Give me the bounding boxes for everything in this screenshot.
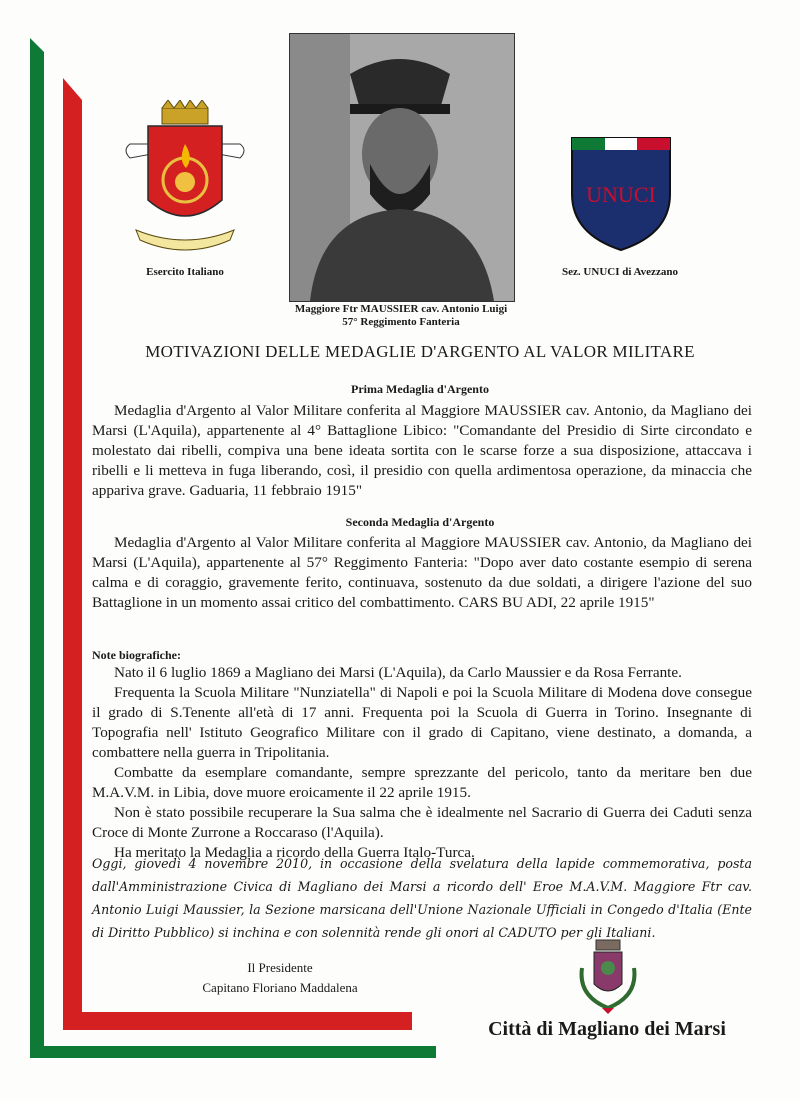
signature-role: Il Presidente xyxy=(247,960,313,975)
unuci-emblem xyxy=(568,134,674,254)
unuci-shield-icon xyxy=(568,134,674,254)
photo-caption-name: Maggiore Ftr MAUSSIER cav. Antonio Luigi xyxy=(294,303,508,315)
officer-portrait-icon xyxy=(290,34,514,301)
second-medal-text xyxy=(92,533,752,613)
second-medal-heading: Seconda Medaglia d'Argento xyxy=(345,515,495,529)
bio-paragraph-combat: Combatte da esemplare comandante, sempre sprezzante del pericolo, tanto da meritare ben due M.A.V.M. in Libia, dove muore eroicamente il 22 aprile 1915. xyxy=(92,764,752,801)
bio-paragraph-remains: Non è stato possibile recuperare la Sua salma che è idealmente nel Sacrario di Guerra dei Caduti senza Croce di Monte Zurrone a Roccaraso (l'Aquila). xyxy=(92,804,752,841)
portrait-photo xyxy=(289,33,515,302)
municipal-crest-icon xyxy=(572,938,644,1016)
signature-name: Capitano Floriano Maddalena xyxy=(202,980,358,995)
unuci-shield-text: UNUCI xyxy=(586,182,656,207)
photo-caption xyxy=(270,303,532,329)
bio-paragraph-education: Frequenta la Scuola Militare "Nunziatella" di Napoli e poi la Scuola Militare di Modena dove consegue il grado di S.Tenente all'età di 17 anni. Frequenta poi la Scuola di Guerra in Torino. Insegnante di Topografia nell' Istituto Geografico Militare con il grado di Capitano, viene destinato, a domanda, a combattere nella guerra in Tripolitania. xyxy=(92,684,752,761)
first-medal-text xyxy=(92,401,752,501)
esercito-caption: Esercito Italiano xyxy=(146,266,224,278)
bio-section xyxy=(92,647,752,863)
first-medal-paragraph: Medaglia d'Argento al Valor Militare conferita al Maggiore MAUSSIER cav. Antonio, da Magliano dei Marsi (L'Aquila), appartenente al 4° Battaglione Libico: "Comandante del Presidio di Sirte circondato e molestato dai ribelli, compiva una bene ideata sortita con le scarse forze a sua disposizione, attaccava i ribelli e li metteva in fuga liberando, così, il presidio con quella ardimentosa operazione, da minaccia che appariva grave. Gaduaria, 11 febbraio 1915" xyxy=(92,402,752,499)
army-crest-icon xyxy=(120,100,250,260)
bio-heading: Note biografiche: xyxy=(92,648,181,662)
city-name: Città di Magliano dei Marsi xyxy=(488,1018,726,1040)
dedication-text: Oggi, giovedì 4 novembre 2010, in occasione della svelatura della lapide commemorativa, posta dall'Amministrazione Civica di Magliano dei Marsi a ricordo dell' Eroe M.A.V.M. Maggiore Ftr cav. Antonio Luigi Maussier, la Sezione marsicana dell'Unione Nazionale Ufficiali in Congedo d'Italia (Ente di Diritto Pubblico) si inchina e con solennità rende gli onori al CADUTO per gli Italiani. xyxy=(92,856,752,940)
document-title: MOTIVAZIONI DELLE MEDAGLIE D'ARGENTO AL VALOR MILITARE xyxy=(145,342,695,361)
esercito-emblem xyxy=(120,100,250,260)
unuci-caption: Sez. UNUCI di Avezzano xyxy=(562,266,678,278)
first-medal-heading: Prima Medaglia d'Argento xyxy=(351,382,489,396)
signature-block xyxy=(170,958,390,998)
bio-paragraph-medal: Ha meritato la Medaglia a ricordo della Guerra Italo-Turca. xyxy=(114,844,475,861)
photo-caption-regiment: 57° Reggimento Fanteria xyxy=(342,316,460,328)
municipal-emblem xyxy=(572,938,644,1016)
second-medal-paragraph: Medaglia d'Argento al Valor Militare conferita al Maggiore MAUSSIER cav. Antonio, da Magliano dei Marsi (L'Aquila), appartenente al 57° Reggimento Fanteria: "Dopo aver dato costante esempio di serena calma e di coraggio, gravemente ferito, continuava, sostenuto da due soldati, a dirigere l'azione del suo Battaglione in un momento assai critico del combattimento. CARS BU ADI, 22 aprile 1915" xyxy=(92,534,752,611)
bio-paragraph-birth: Nato il 6 luglio 1869 a Magliano dei Marsi (L'Aquila), da Carlo Maussier e da Rosa Ferrante. xyxy=(114,664,682,681)
